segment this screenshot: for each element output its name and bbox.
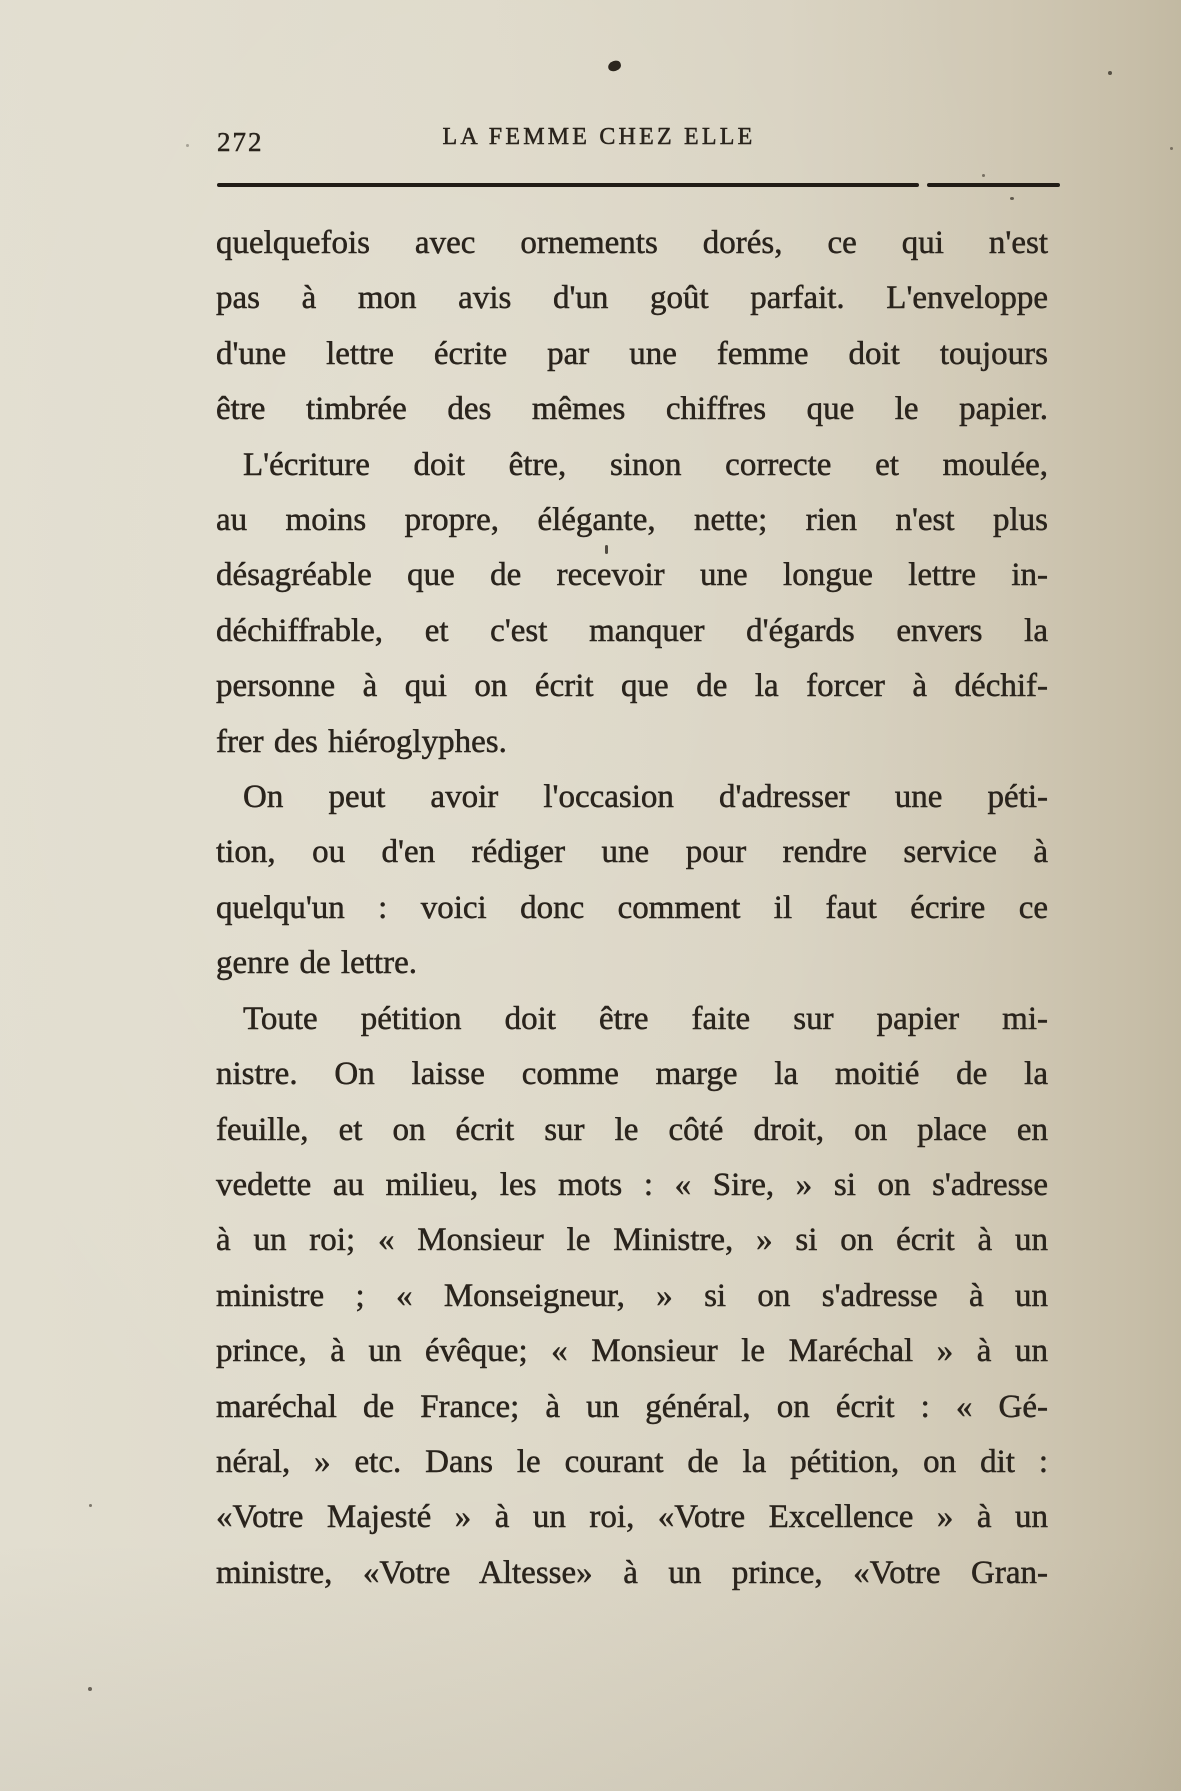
header-rule-right xyxy=(927,183,1060,187)
text-line: pas à mon avis d'un goût parfait. L'enveloppe xyxy=(216,280,1048,317)
text-line: d'une lettre écrite par une femme doit toujours xyxy=(216,335,1048,372)
ink-blot xyxy=(607,59,622,73)
text-line: vedette au milieu, les mots : « Sire, » si on s'adresse xyxy=(216,1166,1048,1203)
text-line: ministre ; « Monseigneur, » si on s'adresse à un xyxy=(216,1277,1048,1314)
text-line: maréchal de France; à un général, on écrit : « Gé- xyxy=(216,1388,1048,1425)
text-line: frer des hiéroglyphes. xyxy=(216,723,507,760)
paper-speck xyxy=(1010,197,1014,200)
text-line: personne à qui on écrit que de la forcer à déchif- xyxy=(216,668,1048,705)
text-line: tion, ou d'en rédiger une pour rendre service à xyxy=(216,834,1048,871)
text-line: prince, à un évêque; « Monsieur le Maréchal » à un xyxy=(216,1333,1048,1370)
header-rule-left xyxy=(217,183,919,187)
page-number: 272 xyxy=(217,127,264,157)
text-line: nistre. On laisse comme marge la moitié de la xyxy=(216,1056,1048,1093)
paper-speck xyxy=(89,1504,92,1507)
text-line: néral, » etc. Dans le courant de la pétition, on dit : xyxy=(216,1443,1048,1480)
text-line: Toute pétition doit être faite sur papier mi- xyxy=(243,1000,1048,1037)
text-line: être timbrée des mêmes chiffres que le papier. xyxy=(216,391,1048,428)
text-line: L'écriture doit être, sinon correcte et moulée, xyxy=(243,446,1048,483)
paper-speck xyxy=(1108,71,1112,75)
text-line: feuille, et on écrit sur le côté droit, on place en xyxy=(216,1111,1048,1148)
text-line: genre de lettre. xyxy=(216,945,417,982)
text-line: ministre, «Votre Altesse» à un prince, «Votre Gran- xyxy=(216,1554,1048,1591)
text-line: déchiffrable, et c'est manquer d'égards envers la xyxy=(216,612,1048,649)
text-line: au moins propre, élégante, nette; rien n'est plus xyxy=(216,502,1048,539)
text-line: quelqu'un : voici donc comment il faut écrire ce xyxy=(216,889,1048,926)
text-line: à un roi; « Monsieur le Ministre, » si on écrit à un xyxy=(216,1222,1048,1259)
text-line: désagréable que de recevoir une longue lettre in- xyxy=(216,557,1048,594)
running-title: LA FEMME CHEZ ELLE xyxy=(442,124,756,150)
page-header xyxy=(0,124,1181,158)
text-line: On peut avoir l'occasion d'adresser une péti- xyxy=(243,779,1048,816)
text-line: «Votre Majesté » à un roi, «Votre Excellence » à un xyxy=(216,1499,1048,1536)
paper-speck xyxy=(982,174,985,177)
text-line: quelquefois avec ornements dorés, ce qui n'est xyxy=(216,225,1048,261)
paper-speck xyxy=(88,1687,92,1691)
text-block xyxy=(216,216,1048,1601)
